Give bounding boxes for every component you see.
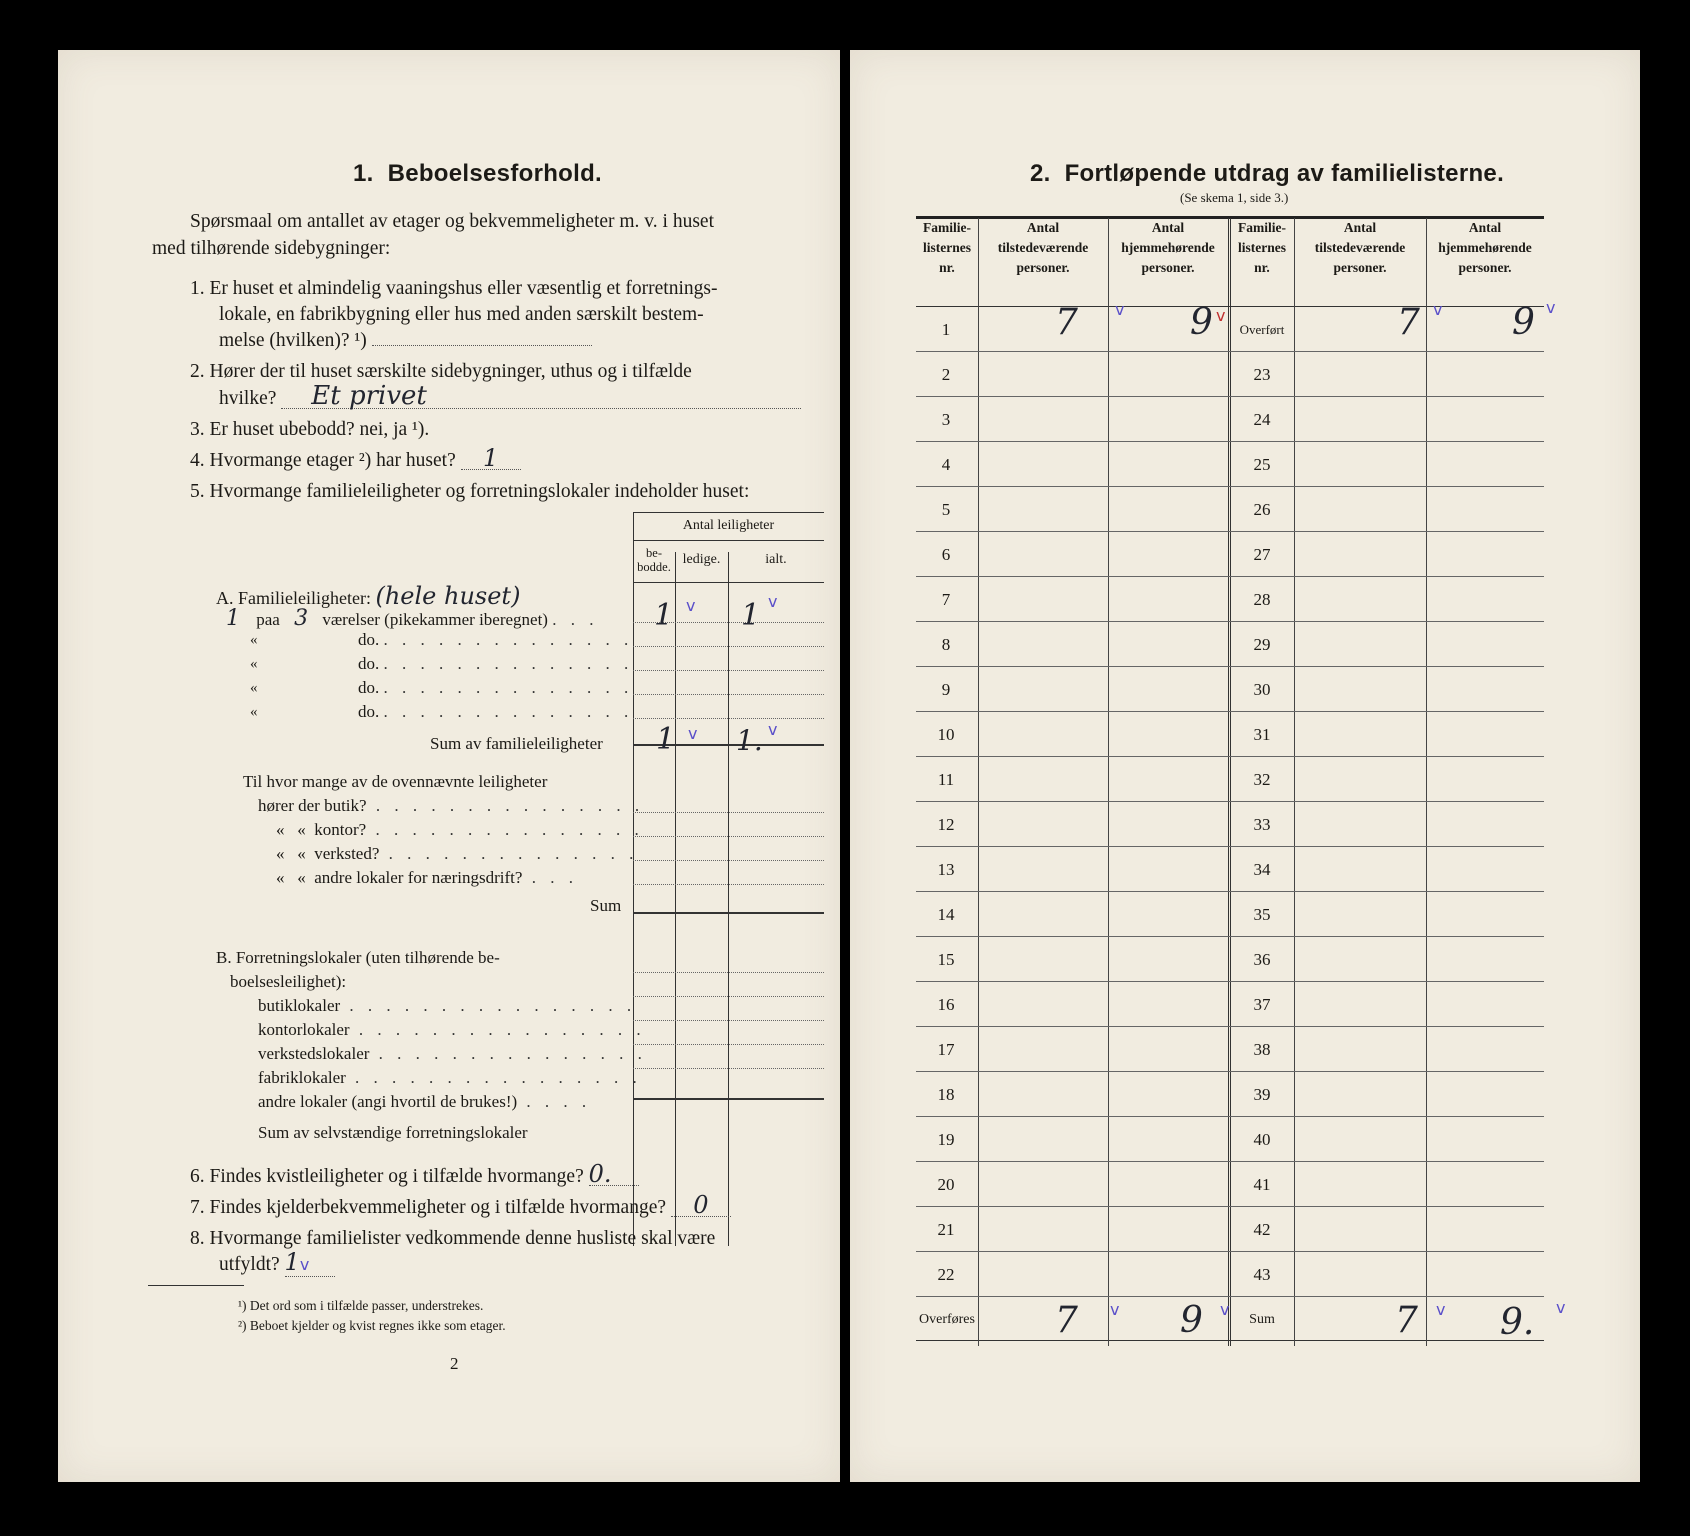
list-number-right: 23 [1253,365,1271,384]
section-b-line-1: B. Forretningslokaler (uten tilhørende be- [216,948,500,967]
row-divider [916,801,1544,802]
row-divider [916,756,1544,757]
footer-overfores: Overføres [919,1312,975,1327]
answer-field-1[interactable] [372,345,592,346]
header-familielistenes-nr-1: Familie- listernes nr. [923,220,971,275]
check-mark-sum-ialt: v [768,720,778,739]
question-1-line-2: lokale, en fabrikbygning eller hus med anden særskilt bestem- [219,304,704,325]
kontorlokaler-row: kontorlokaler . . . . . . . . . . . . . . . . [258,1020,646,1039]
section-a-text: A. Familieleiligheter: [216,588,371,608]
page-number: 2 [450,1354,459,1373]
quote-mark-4: « [250,704,258,720]
section-2-heading [1030,160,1504,188]
answer-4-handwritten: 1 [482,444,499,472]
list-number-right: 37 [1253,995,1271,1014]
andre-row: « « andre lokaler for næringsdrift? . . . [276,868,578,887]
row-a1-ialt: 1 [741,598,761,633]
list-number-left: 3 [941,410,951,429]
col-header-ledige: ledige. [682,552,721,567]
question-6-text: 6. Findes kvistleiligheter og i tilfælde hvormange? [190,1166,584,1187]
list-number-right: 24 [1253,410,1271,429]
quote-mark-2: « [250,656,258,672]
footer-right-hjemme: 9. [1500,1302,1535,1343]
row-divider [916,486,1544,487]
list-number-right: 42 [1253,1220,1271,1239]
butiklokaler-text: butiklokaler [258,996,341,1015]
row-divider [916,1071,1544,1072]
andre-lokaler-text: andre lokaler (angi hvortil de brukes!) [258,1092,518,1111]
list-number-left: 6 [941,545,951,564]
butik-question-2: hører der butik? . . . . . . . . . . . . . . . [258,796,645,815]
sum-label: Sum [590,896,622,915]
do-label: do. [358,654,380,673]
list-number-right: 36 [1253,950,1271,969]
row-a1-label: værelser (pikekammer iberegnet) [322,610,548,629]
answer-2-handwritten: Et privet [311,381,427,411]
row-divider [916,936,1544,937]
question-7 [190,1191,731,1221]
sum-selvstendige: Sum av selvstændige forretningslokaler [258,1123,528,1142]
check-mark-q8: v [299,1255,310,1274]
list-number-left: 19 [937,1130,955,1149]
check-mark-row1-hjemme: v [1216,306,1226,325]
list-number-right: 43 [1253,1265,1271,1284]
row1-tilstede: 7 [1055,302,1078,343]
answer-6-handwritten: 0. [588,1160,612,1188]
question-1-line-3 [219,327,592,354]
overfort-hjemme: 9 [1512,302,1535,343]
question-2-text: hvilke? [219,388,277,409]
kontor-row: « « kontor? . . . . . . . . . . . . . . . [276,820,644,839]
row-a1-rooms: 3 [294,606,309,631]
list-number-right: 31 [1253,725,1271,744]
kontorlokaler-text: kontorlokaler [258,1020,350,1039]
intro-line-2: med tilhørende sidebygninger: [152,238,391,259]
intro-line-1: Spørsmaal om antallet av etager og bekvemmeligheter m. v. i huset [190,211,714,232]
header-familielistenes-nr-2: Familie- listernes nr. [1238,220,1286,275]
row-divider [916,981,1544,982]
header-hjemmehorende-1: Antal hjemmehørende personer. [1121,220,1215,275]
overfort-label: Overført [1239,322,1285,337]
check-mark-footer-right-hjemme: v [1556,1298,1566,1317]
section-number: 2. [1030,160,1051,187]
question-4-text: 4. Hvormange etager ²) har huset? [190,450,456,471]
left-page [58,50,840,1482]
quote-mark-3: « [250,680,258,696]
fabriklokaler-text: fabriklokaler [258,1068,346,1087]
verkstedslokaler-text: verkstedslokaler [258,1044,370,1063]
check-mark-footer-left-tilstede: v [1110,1300,1120,1319]
list-number-left: 8 [941,635,951,654]
list-number-left: 21 [937,1220,955,1239]
row-a1-bebodde: 1 [654,598,674,633]
list-number-left: 10 [937,725,955,744]
answer-7-handwritten: 0 [693,1191,709,1219]
section-b-line-2: boelsesleilighet): [230,972,347,991]
list-number-right: 40 [1253,1130,1271,1149]
row-divider [916,441,1544,442]
list-number-left: 22 [937,1265,955,1284]
answer-8-handwritten: 1 [284,1248,300,1276]
list-number-right: 25 [1253,455,1271,474]
section-2-subtitle: (Se skema 1, side 3.) [1180,190,1289,205]
verksted-text: « « verksted? [276,844,380,863]
row1-hjemme: 9 [1190,302,1213,343]
row-do-4: do. . . . . . . . . . . . . . . [358,702,634,721]
list-number-right: 33 [1253,815,1271,834]
list-number-left: 1 [941,320,951,339]
verksted-row: « « verksted? . . . . . . . . . . . . . . [276,844,639,863]
col-header-ialt: ialt. [765,552,787,567]
row-divider [916,846,1544,847]
butiklokaler-row: butiklokaler . . . . . . . . . . . . . . . . [258,996,637,1015]
list-number-left: 4 [941,455,951,474]
list-number-left: 2 [941,365,951,384]
verkstedslokaler-row: verkstedslokaler . . . . . . . . . . . . . . . [258,1044,647,1063]
question-2-line-2 [219,381,827,412]
list-number-right: 28 [1253,590,1271,609]
footnote-divider [148,1285,244,1286]
right-page [850,50,1640,1482]
question-5: 5. Hvormange familieleiligheter og forretningslokaler indeholder huset: [190,481,750,502]
col-header-bebodde: be- bodde. [637,546,671,574]
overfort-tilstede: 7 [1397,302,1420,343]
list-number-right: 35 [1253,905,1271,924]
answer-field-8[interactable] [284,1248,335,1277]
sum-familieleiligheter: Sum av familieleiligheter [430,734,603,753]
row-divider [916,1251,1544,1252]
row-do-3: do. . . . . . . . . . . . . . . [358,678,634,697]
list-number-right: 30 [1253,680,1271,699]
list-number-left: 12 [937,815,955,834]
question-2-line-1: 2. Hører der til huset særskilte sidebygninger, uthus og i tilfælde [190,361,692,382]
question-7-text: 7. Findes kjelderbekvemmeligheter og i tilfælde hvormange? [190,1197,666,1218]
check-mark-footer-right-tilstede: v [1436,1300,1446,1319]
list-number-right: 32 [1253,770,1271,789]
andre-lokaler-row: andre lokaler (angi hvortil de brukes!) . . . . [258,1092,592,1111]
question-1-text: melse (hvilken)? ¹) [219,330,367,351]
list-number-left: 15 [937,950,955,969]
list-number-left: 14 [937,905,955,924]
list-number-right: 26 [1253,500,1271,519]
row-a1-paa: paa [256,610,280,629]
sum-familie-ialt: 1. [736,724,763,757]
row-divider [916,1116,1544,1117]
row-divider [916,576,1544,577]
list-number-left: 9 [941,680,951,699]
question-8-text: utfyldt? [219,1254,280,1275]
footer-left-hjemme: 9 [1180,1300,1203,1341]
header-hjemmehorende-2: Antal hjemmehørende personer. [1438,220,1532,275]
footnote-2: ²) Beboet kjelder og kvist regnes ikke som etager. [238,1318,506,1333]
check-mark-overfort-hjemme: v [1546,298,1556,317]
section-title: Fortløpende utdrag av familielisterne. [1064,160,1505,187]
section-title: Beboelsesforhold. [387,160,603,187]
row-divider [916,1026,1544,1027]
list-number-left: 18 [937,1085,955,1104]
row-divider [916,1161,1544,1162]
check-mark-a1-bebodde: v [686,596,696,615]
question-6 [190,1160,639,1190]
question-1-line-1: 1. Er huset et almindelig vaaningshus eller væsentlig et forretnings- [190,278,718,299]
list-number-right: 34 [1253,860,1271,879]
section-1-heading [353,160,602,188]
list-number-left: 13 [937,860,955,879]
row-divider [916,396,1544,397]
header-tilstedevaerende-2: Antal tilstedeværende personer. [1314,220,1406,275]
list-number-left: 11 [937,770,955,789]
list-number-left: 5 [941,500,951,519]
answer-field-2[interactable] [281,381,801,411]
question-8-line-1: 8. Hvormange familielister vedkommende denne husliste skal være [190,1228,716,1249]
answer-field-7[interactable] [671,1191,731,1219]
list-number-left: 17 [937,1040,955,1059]
list-number-right: 29 [1253,635,1271,654]
row-divider [916,666,1544,667]
list-number-left: 7 [941,590,951,609]
header-tilstedevaerende-1: Antal tilstedeværende personer. [997,220,1089,275]
list-number-right: 39 [1253,1085,1271,1104]
section-number: 1. [353,160,374,187]
check-mark-footer-left-hjemme: v [1220,1300,1230,1319]
list-number-left: 16 [937,995,955,1014]
fabriklokaler-row: fabriklokaler . . . . . . . . . . . . . . . . [258,1068,642,1087]
quote-mark-1: « [250,632,258,648]
answer-field-4[interactable] [461,444,521,472]
list-number-right: 41 [1253,1175,1271,1194]
question-3: 3. Er huset ubebodd? nei, ja ¹). [190,419,430,440]
row-divider [916,1296,1544,1297]
kontor-text: « « kontor? [276,820,367,839]
do-label: do. [358,678,380,697]
answer-field-6[interactable] [588,1160,639,1188]
table-header-antal: Antal leiligheter [682,518,775,533]
row-divider [916,621,1544,622]
row-divider [916,531,1544,532]
row-divider [916,351,1544,352]
section-a-handwritten-note: (hele huset) [375,582,521,610]
list-number-right: 27 [1253,545,1271,564]
butik-question-1: Til hvor mange av de ovennævnte leiligheter [243,772,548,791]
check-mark-overfort-tilstede: v [1433,300,1443,319]
check-mark-row1-tilstede: v [1115,300,1125,319]
row-divider [916,1206,1544,1207]
row-a1-count: 1 [226,606,240,631]
do-label: do. [358,630,380,649]
sum-familie-bebodde: 1 [656,722,676,757]
row-do-2: do. . . . . . . . . . . . . . . [358,654,634,673]
footer-sum: Sum [1249,1312,1275,1327]
footer-right-tilstede: 7 [1395,1300,1418,1341]
row-divider [916,891,1544,892]
butik-text: hører der butik? [258,796,367,815]
list-number-right: 38 [1253,1040,1271,1059]
footer-left-tilstede: 7 [1055,1300,1078,1341]
list-number-left: 20 [937,1175,955,1194]
check-mark-a1-ialt: v [768,592,778,611]
check-mark-sum-bebodde: v [688,724,698,743]
row-divider [916,711,1544,712]
question-8-line-2 [219,1248,335,1278]
row-do-1: do. . . . . . . . . . . . . . . [358,630,634,649]
row-a1: 1 paa 3 værelser (pikekammer iberegnet) . . . [226,606,599,631]
do-label: do. [358,702,380,721]
question-4 [190,444,521,474]
andre-text: « « andre lokaler for næringsdrift? [276,868,523,887]
footnote-1: ¹) Det ord som i tilfælde passer, understrekes. [238,1298,484,1313]
